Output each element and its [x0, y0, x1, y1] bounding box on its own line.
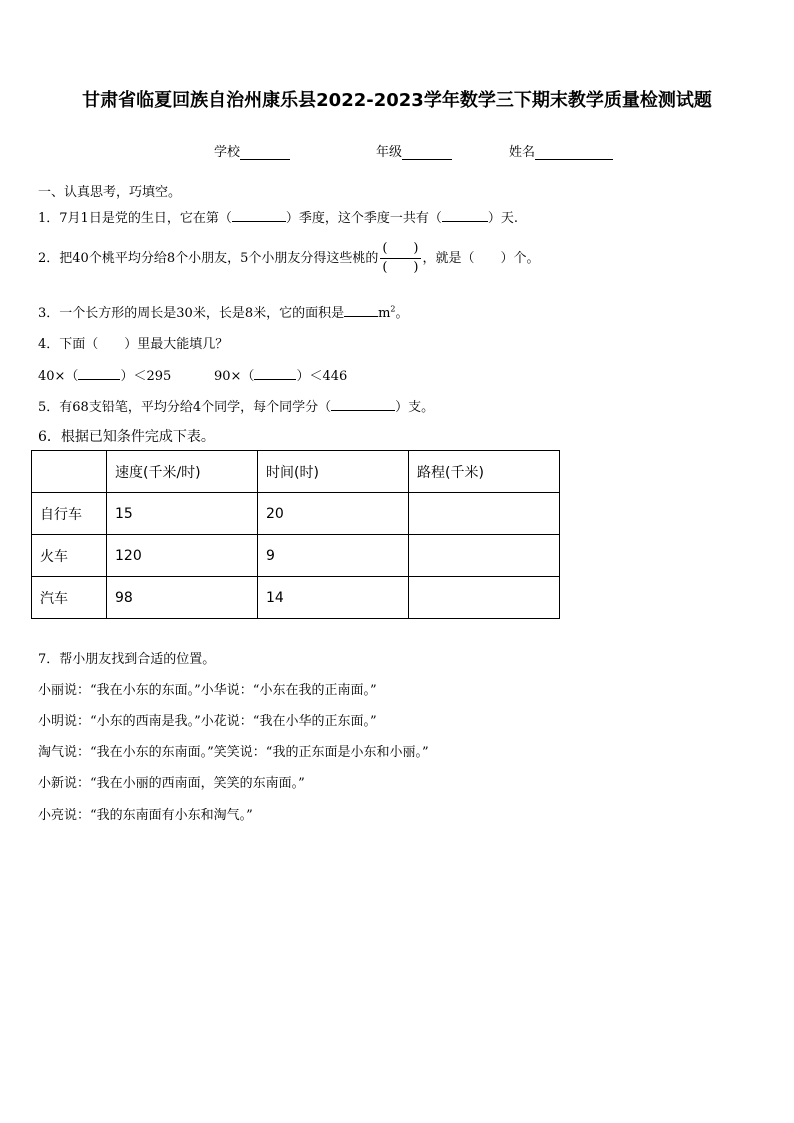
question-6-heading: 6．根据已知条件完成下表。: [38, 429, 215, 445]
q4b-prefix: 90×（: [214, 369, 255, 384]
q1-blank-2[interactable]: [442, 208, 488, 222]
table-answer-cell[interactable]: [409, 493, 560, 535]
statement-line: 小明说：“小东的西南是我。”小花说：“我在小华的正东面。”: [38, 714, 377, 729]
q3-end: 。: [395, 306, 409, 321]
table-answer-cell[interactable]: [409, 535, 560, 577]
question-2: [38, 240, 540, 277]
table-row: [32, 493, 560, 535]
table-header-cell: 时间(时): [258, 451, 409, 493]
table-row: [32, 577, 560, 619]
name-label: 姓名: [509, 145, 536, 160]
q2-fraction-numerator[interactable]: ( ): [380, 240, 420, 259]
q1-prefix: 1．7月1日是党的生日，它在第（: [38, 211, 232, 226]
question-3: [38, 302, 409, 321]
grade-label: 年级: [376, 145, 403, 160]
statement-line: 小丽说：“我在小东的东面。”小华说：“小东在我的正南面。”: [38, 683, 377, 698]
table-cell: 9: [258, 535, 409, 577]
table-cell: 火车: [32, 535, 107, 577]
q2-fraction[interactable]: [380, 240, 420, 277]
grade-blank[interactable]: [402, 145, 452, 160]
name-blank[interactable]: [535, 145, 613, 160]
question-4a: [38, 365, 171, 384]
q2-suffix: ，就是（ ）个。: [422, 251, 540, 266]
q3-unit-exponent: 2: [390, 304, 396, 314]
q1-middle: ）季度，这个季度一共有（: [285, 211, 442, 226]
statement-line: 淘气说：“我在小东的东南面。”笑笑说：“我的正东面是小东和小丽。”: [38, 745, 429, 760]
page-title: 甘肃省临夏回族自治州康乐县2022-2023学年数学三下期末教学质量检测试题: [82, 90, 712, 111]
question-4b: [214, 365, 347, 384]
table-header-cell: [32, 451, 107, 493]
question-1: [38, 207, 518, 226]
q2-fraction-denominator[interactable]: ( ): [382, 260, 419, 275]
question-4: 4．下面（ ）里最大能填几？: [38, 337, 229, 352]
question-7-heading: 7．帮小朋友找到合适的位置。: [38, 652, 216, 667]
school-blank[interactable]: [240, 145, 290, 160]
table-cell: 自行车: [32, 493, 107, 535]
table-header-cell: 路程(千米): [409, 451, 560, 493]
table-header-cell: 速度(千米/时): [107, 451, 258, 493]
q4a-prefix: 40×（: [38, 369, 79, 384]
q1-suffix: ）天.: [487, 211, 518, 226]
q3-blank[interactable]: [344, 303, 378, 317]
table-row: [32, 535, 560, 577]
q5-prefix: 5．有68支铅笔，平均分给4个同学，每个同学分（: [38, 400, 332, 415]
q4b-suffix: ）＜446: [296, 369, 348, 384]
section1-heading: 一、认真思考，巧填空。: [38, 185, 182, 200]
table-answer-cell[interactable]: [409, 577, 560, 619]
statement-line: 小新说：“我在小丽的西南面，笑笑的东南面。”: [38, 776, 305, 791]
q3-unit: m: [378, 306, 391, 321]
q2-prefix: 2．把40个桃平均分给8个小朋友，5个小朋友分得这些桃的: [38, 251, 379, 266]
table-cell: 120: [107, 535, 258, 577]
table-cell: 汽车: [32, 577, 107, 619]
q5-blank[interactable]: [331, 397, 395, 411]
table-cell: 15: [107, 493, 258, 535]
q4b-blank[interactable]: [254, 366, 296, 380]
school-field: [214, 141, 290, 160]
q4a-blank[interactable]: [78, 366, 120, 380]
q4a-suffix: ）＜295: [120, 369, 172, 384]
q1-blank-1[interactable]: [232, 208, 286, 222]
statement-line: 小亮说：“我的东南面有小东和淘气。”: [38, 808, 253, 823]
table-cell: 98: [107, 577, 258, 619]
speed-time-distance-table: [31, 450, 560, 619]
grade-field: [376, 141, 452, 160]
school-label: 学校: [214, 145, 241, 160]
table-cell: 14: [258, 577, 409, 619]
question-5: [38, 396, 434, 415]
table-cell: 20: [258, 493, 409, 535]
q5-suffix: ）支。: [395, 400, 435, 415]
name-field: [509, 141, 613, 160]
q3-prefix: 3．一个长方形的周长是30米，长是8米，它的面积是: [38, 306, 345, 321]
table-header-row: [32, 451, 560, 493]
